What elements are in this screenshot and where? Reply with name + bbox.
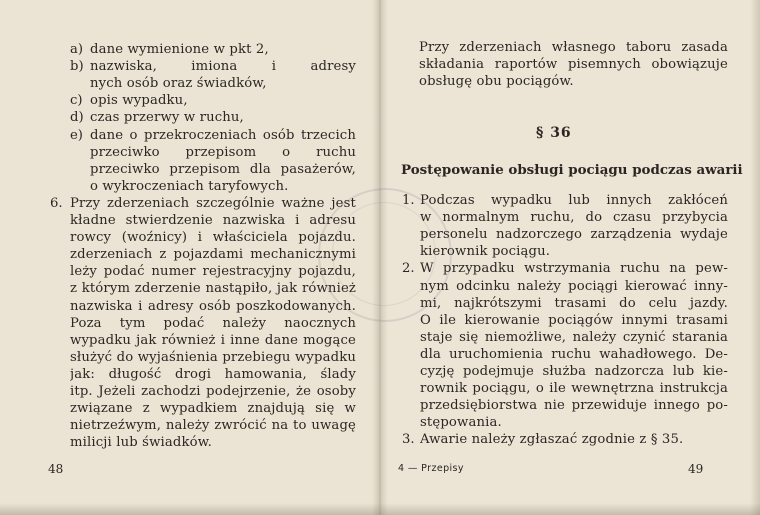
list-item-line: opis wypadku, (90, 93, 188, 109)
paragraph-line: nym odcinku należy pociągi kierować inny- (420, 278, 728, 294)
paragraph-line: z którym zderzenie nastąpiło, jak również (70, 281, 356, 297)
paragraph-line: nietrzeźwym, należy zwrócić na to uwagę (70, 418, 356, 434)
list-item-line: nych osób oraz świadków, (90, 76, 267, 92)
page-number-right: 49 (688, 462, 704, 476)
list-item-marker: d) (70, 110, 84, 126)
paragraph-line: obsługę obu pociągów. (419, 74, 574, 90)
paragraph-line: personelu nadzorczego zarządzenia wydaje (420, 227, 728, 243)
paragraph-line: W przypadku wstrzymania ruchu na pew- (420, 261, 728, 277)
paragraph-line: w normalnym ruchu, do czasu przybycia (420, 210, 728, 226)
paragraph-line: zderzeniach z pojazdami mechanicznymi (70, 247, 356, 263)
point-marker: 6. (50, 195, 63, 211)
paragraph-line: Przy zderzeniach własnego taboru zasada (419, 40, 728, 55)
paragraph-line: leży podać numer rejestracyjny pojazdu, (70, 264, 356, 280)
paragraph-line: służyć do wyjaśnienia przebiegu wypadku (70, 349, 356, 365)
paragraph-line: rownik pociągu, o ile wewnętrzna instrukcja (420, 381, 728, 397)
paragraph-line: przedsiębiorstwa nie przewiduje innego po- (420, 398, 728, 414)
page-edge-bottom (0, 503, 760, 515)
list-item-line: dane wymienione w pkt 2, (90, 42, 269, 57)
paragraph-line: jak: długość drogi hamowania, ślady (70, 366, 356, 382)
list-item-marker: c) (70, 93, 83, 109)
list-item-line: o wykroczeniach taryfowych. (90, 178, 289, 194)
page-number-left: 48 (48, 462, 64, 476)
list-item-line: czas przerwy w ruchu, (90, 110, 244, 126)
paragraph-line: itp. Jeżeli zachodzi podejrzenie, że osoby (70, 384, 356, 399)
paragraph-line: staje się niemożliwe, należy czynić starania (420, 329, 728, 345)
paragraph-line: Poza tym podać należy naocznych (70, 315, 356, 331)
book-gutter (372, 0, 388, 515)
paragraph-line: kierownik pociągu. (420, 244, 551, 260)
point-marker: 3. (402, 432, 415, 448)
section-number: § 36 (536, 125, 572, 141)
paragraph-line: Podczas wypadku lub innych zakłóceń (420, 193, 728, 208)
list-item-marker: a) (70, 42, 84, 57)
list-item-line: nazwiska, imiona i adresy (90, 59, 356, 75)
paragraph-line: cyzję podejmuje służba nadzorcza lub kie- (420, 364, 728, 379)
paragraph-line: mi, najkrótszymi trasami do celu jazdy. (420, 295, 728, 311)
page-footer-signature: 4 — Przepisy (398, 463, 464, 474)
paragraph-line: Awarie należy zgłaszać zgodnie z § 35. (420, 432, 684, 448)
list-item-line: dane o przekroczeniach osób trzecich (90, 127, 356, 143)
left-page (0, 0, 378, 515)
paragraph-line: O ile kierowanie pociągów innymi trasami (420, 312, 728, 328)
section-title: Postępowanie obsługi pociągu podczas awarii (401, 162, 743, 178)
paragraph-line: milicji lub świadków. (70, 435, 212, 451)
right-page (382, 0, 760, 515)
paragraph-line: składania raportów pisemnych obowiązuje (419, 57, 728, 73)
page-edge-right (750, 0, 760, 515)
point-marker: 2. (402, 261, 415, 277)
paragraph-line: stępowania. (420, 415, 502, 431)
paragraph-line: związane z wypadkiem znajdują się w (70, 401, 356, 417)
list-item-line: przeciwko przepisom dla pasażerów, (90, 161, 356, 177)
paragraph-line: dla uruchomienia ruchu wahadłowego. De- (420, 346, 728, 362)
list-item-marker: e) (70, 127, 83, 143)
paragraph-line: Przy zderzeniach szczególnie ważne jest (70, 195, 356, 211)
list-item-marker: b) (70, 59, 84, 75)
paragraph-line: wypadku jak również i inne dane mogące (70, 332, 356, 348)
paragraph-line: kładne stwierdzenie nazwiska i adresu (70, 213, 356, 228)
point-marker: 1. (402, 193, 415, 208)
paragraph-line: rowcy (woźnicy) i właściciela pojazdu. (70, 230, 356, 246)
paragraph-line: nazwiska i adresy osób poszkodowanych. (70, 298, 356, 314)
list-item-line: przeciwko przepisom o ruchu (90, 144, 356, 160)
